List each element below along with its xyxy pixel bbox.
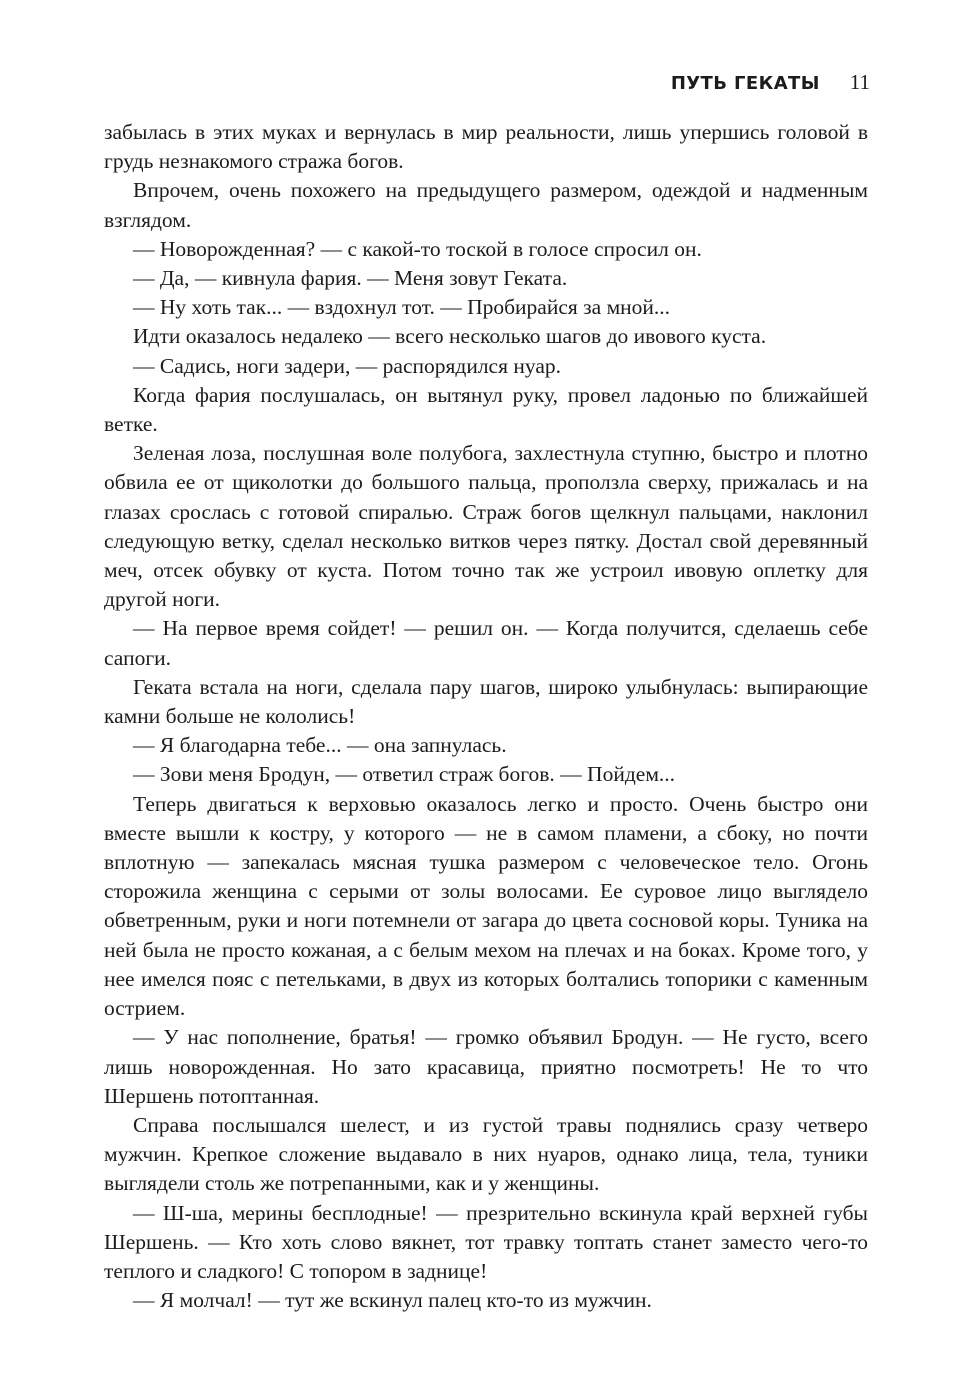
paragraph: — Садись, ноги задери, — распорядился нуар. [133,353,562,378]
paragraph: Геката встала на ноги, сделала пару шагов, широко улыбнулась: выпирающие камни больше не кололись! [104,674,868,729]
running-header [671,70,870,98]
paragraph: — Ш-ша, мерины бесплодные! — презрительно вскинула край верхней губы Шершень. — Кто хоть слово вякнет, тот травку топтать станет заместо чего-то теплого и сладкого! С топором в заднице! [104,1200,868,1283]
paragraph: Справа послышался шелест, и из густой травы поднялись сразу четверо мужчин. Крепкое сложение выдавало в них нуаров, однако лица, тела, туники выглядели столь же потрепанными, как и у женщины. [104,1112,868,1196]
paragraph: — У нас пополнение, братья! — громко объявил Бродун. — Не густо, всего лишь новорожденная. Но зато красавица, приятно посмотреть! Не то что Шершень потоптанная. [104,1025,868,1108]
paragraph: — Да, — кивнула фария. — Меня зовут Геката. [133,266,568,291]
body-text [104,118,868,1315]
paragraph: Зеленая лоза, послушная воле полубога, захлестнула ступню, быстро и плотно обвила ее от щиколотки до большого пальца, проползла сверху, прижалась и на глазах срослась с готовой спиралью. Страж богов щелкнул пальцами, наклонил следующую ветку, сделал несколько витков через пятку. Достал свой деревянный меч, отсек обувку от куста. Потом точно так же устроил ивовую оплетку для другой ноги. [104,441,868,612]
page-number: 11 [849,70,870,94]
paragraph: — На первое время сойдет! — решил он. — Когда получится, сделаешь себе сапоги. [104,616,868,670]
paragraph: — Зови меня Бродун, — ответил страж богов. — Пойдем... [133,762,676,787]
paragraph: Когда фария послушалась, он вытянул руку, провел ладонью по ближайшей ветке. [104,382,868,437]
paragraph: Впрочем, очень похожего на предыдущего размером, одеждой и надменным взглядом. [104,178,868,232]
paragraph: — Новорожденная? — с какой-то тоской в голосе спросил он. [133,236,702,261]
paragraph: Идти оказалось недалеко — всего несколько шагов до ивового куста. [133,324,767,349]
running-title: ПУТЬ ГЕКАТЫ [670,73,820,94]
paragraph: — Я благодарна тебе... — она запнулась. [133,733,507,758]
paragraph: забылась в этих муках и вернулась в мир реальности, лишь упершись головой в грудь незнакомого стража богов. [104,120,868,174]
paragraph: — Я молчал! — тут же вскинул палец кто-то из мужчин. [133,1288,652,1313]
paragraph: Теперь двигаться к верховью оказалось легко и просто. Очень быстро они вместе вышли к костру, у которого — не в самом пламени, а сбоку, но почти вплотную — запекалась мясная тушка размером с человеческое тело. Огонь сторожила женщина с серыми от золы волосами. Ее суровое лицо выглядело обветренным, руки и ноги потемнели от загара до цвета сосновой коры. Туника на ней была не просто кожаная, а с белым мехом на плечах и на боках. Кроме того, у нее имелся пояс с петельками, в двух из которых болтались топорики с каменным острием. [104,791,868,1021]
paragraph: — Ну хоть так... — вздохнул тот. — Пробирайся за мной... [133,295,671,320]
